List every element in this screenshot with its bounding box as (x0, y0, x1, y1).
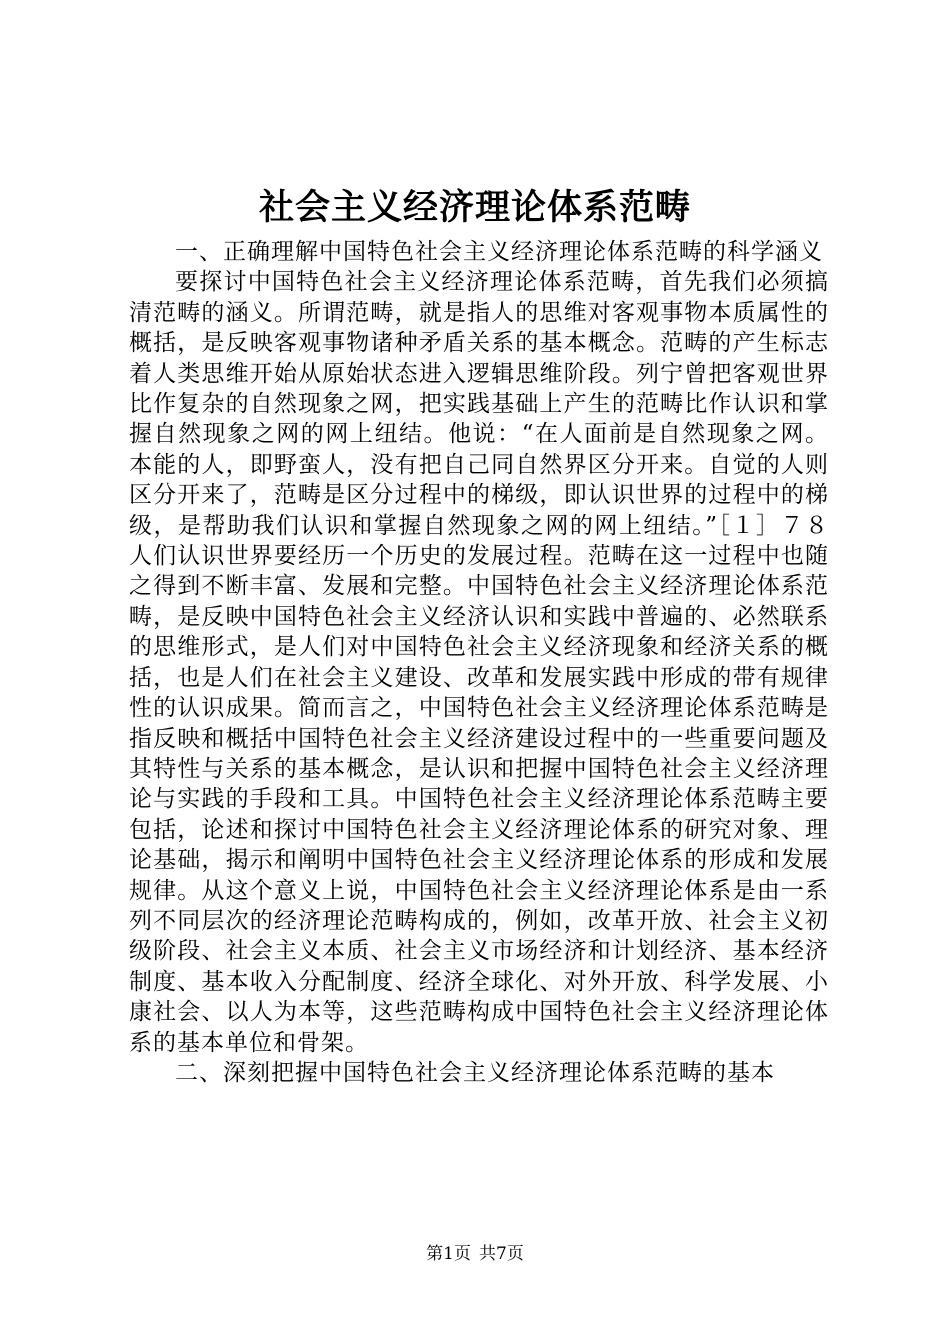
section-heading-1: 一、正确理解中国特色社会主义经济理论体系范畴的科学涵义 (175, 239, 823, 265)
section-heading-2: 二、深刻把握中国特色社会主义经济理论体系范畴的基本 (175, 1059, 775, 1086)
body-paragraph: 要探讨中国特色社会主义经济理论体系范畴，首先我们必须搞清范畴的涵义。所谓范畴，就是指人的思维对客观事物本质属性的概括，是反映客观事物诸种矛盾关系的基本概念。范畴的产生标志着人类思维开始从原始状态进入逻辑思维阶段。列宁曾把客观世界比作复杂的自然现象之网，把实践基础上产生的范畴比作认识和掌握自然现象之网的网上纽结。他说：“在人面前是自然现象之网。本能的人，即野蛮人，没有把自己同自然界区分开来。自觉的人则区分开来了，范畴是区分过程中的梯级，即认识世界的过程中的梯级，是帮助我们认识和掌握自然现象之网的网上纽结。”［１］７８人们认识世界要经历一个历史的发展过程。范畴在这一过程中也随之得到不断丰富、发展和完整。中国特色社会主义经济理论体系范畴，是反映中国特色社会主义经济认识和实践中普遍的、必然联系的思维形式，是人们对中国特色社会主义经济现象和经济关系的概括，也是人们在社会主义建设、改革和发展实践中形成的带有规律性的认识成果。简而言之，中国特色社会主义经济理论体系范畴是指反映和概括中国特色社会主义经济建设过程中的一些重要问题及其特性与关系的基本概念，是认识和把握中国特色社会主义经济理论与实践的手段和工具。中国特色社会主义经济理论体系范畴主要包括，论述和探讨中国特色社会主义经济理论体系的研究对象、理论基础，揭示和阐明中国特色社会主义经济理论体系的形成和发展规律。从这个意义上说，中国特色社会主义经济理论体系是由一系列不同层次的经济理论范畴构成的，例如，改革开放、社会主义初级阶段、社会主义本质、社会主义市场经济和计划经济、基本经济制度、基本收入分配制度、经济全球化、对外开放、科学发展、小康社会、以人为本等，这些范畴构成中国特色社会主义经济理论体系的基本单位和骨架。 (129, 269, 829, 1056)
document-title: 社会主义经济理论体系范畴 (258, 187, 691, 228)
page-footer (0, 1242, 950, 1266)
document-body (129, 237, 829, 1088)
page-number: 第1页 (426, 1244, 471, 1264)
page-total: 共7页 (479, 1244, 524, 1264)
